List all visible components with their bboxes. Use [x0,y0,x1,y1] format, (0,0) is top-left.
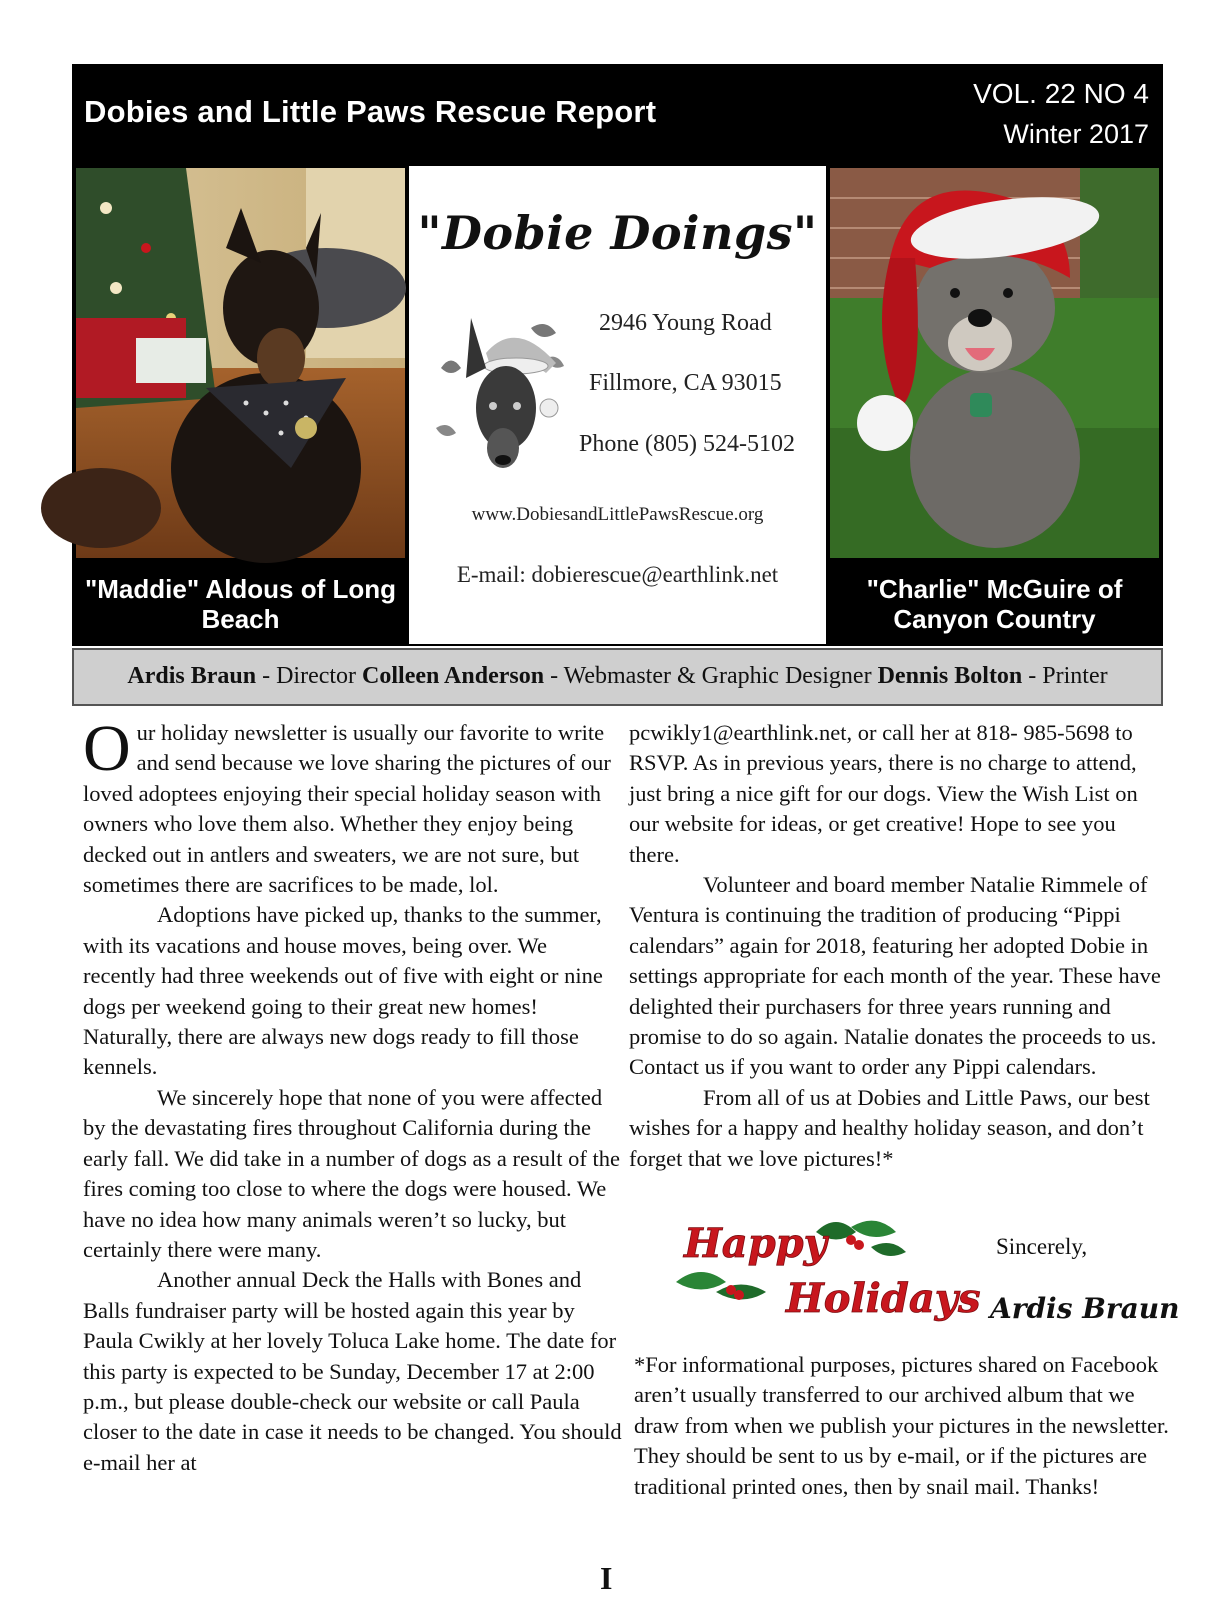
photo-caption-left: "Maddie" Aldous of Long Beach [84,574,397,634]
happy-holidays-graphic [676,1212,981,1334]
address-city: Fillmore, CA 93015 [589,370,782,396]
staff-name-printer: Dennis Bolton [877,663,1023,689]
svg-text:Holidays: Holidays [786,1275,981,1322]
phone-number: Phone (805) 524-5102 [579,431,795,457]
photo-column-right [826,166,1163,646]
article-paragraph-2: Adoptions have picked up, thanks to the summer, with its vacations and house moves, being over. We recently had three weekends out of five with eight or nine dogs per weekend going to their great new homes! Naturally, there are always new dogs ready to fill those kennels. [83,902,603,1080]
article-paragraph-3: We sincerely hope that none of you were affected by the devastating fires throughout California during the early fall. We did take in a number of dogs as a result of the fires coming too close to where the dogs were housed. We have no idea how many animals weren’t so lucky, but certainly there were many. [83,1084,620,1262]
photo-caption-right: "Charlie" McGuire of Canyon Country [866,574,1123,634]
staff-name-director: Ardis Braun [127,663,257,689]
email-link[interactable]: E-mail: dobierescue@earthlink.net [456,562,779,587]
article-paragraph-5: pcwikly1@earthlink.net, or call her at 818- 985-5698 to RSVP. As in previous years, there is no charge to attend, just bring a nice gift for our dogs. View the Wish List on our website for ideas, or get creative! Hope to see you there. [629,720,1138,867]
staff-role-printer: - Printer [1022,663,1108,689]
issue-season: Winter 2017 [1003,119,1149,149]
volume-number: VOL. 22 NO 4 [973,78,1149,109]
happy-holidays-lettering: Happy [684,1220,827,1267]
website-link[interactable]: www.DobiesandLittlePawsRescue.org [471,504,764,525]
photo-column-left [72,166,409,646]
masthead [409,166,826,646]
staff-role-webmaster: - Webmaster & Graphic Designer [544,663,878,689]
footnote: *For informational purposes, pictures shared on Facebook aren’t usually transferred to our archived album that we draw from when we publish your pictures in the newsletter. They should be sent to us by e-mail, or if the pictures are traditional printed ones, then by snail mail. Thanks! [634,1352,1169,1499]
header-banner [72,64,1163,166]
photo-charlie [830,168,1159,558]
masthead-title: "Dobie Doings" [417,206,818,260]
staff-role-director: - Director [256,663,363,689]
paragraph-1-text: ur holiday newsletter is usually our favorite to write and send because we love sharing the pictures of our loved adoptees enjoying their special holiday season with owners who love them also. Whether they enjoy being decked out in antlers and sweaters, we are not sure, but sometimes there are sacrifices to be made, lol. [83,720,611,898]
signature: Ardis Braun [990,1292,1180,1325]
dobie-santa-sketch [431,308,571,478]
drop-cap: O [83,712,131,785]
address-street: 2946 Young Road [599,310,772,336]
article-paragraph-1 [83,712,623,900]
page-number: I [600,1560,613,1596]
newsletter-title: Dobies and Little Paws Rescue Report [84,94,657,129]
article-column-right [629,718,1169,1174]
article-paragraph-7: From all of us at Dobies and Little Paws, our best wishes for a happy and healthy holiday season, and don’t forget that we love pictures!* [629,1084,1150,1171]
photo-maddie [76,168,405,558]
staff-credits [72,648,1163,706]
staff-name-webmaster: Colleen Anderson [362,663,545,689]
article-column-left [83,712,623,1478]
closing-sincerely: Sincerely, [996,1234,1088,1259]
article-paragraph-4: Another annual Deck the Halls with Bones and Balls fundraiser party will be hosted again this year by Paula Cwikly at her lovely Toluca Lake home. The date for this party is expected to be Sunday, December 17 at 2:00 p.m., but please double-check our website or call Paula closer to the date in case it needs to be changed. You should e-mail her at [83,1267,622,1475]
article-paragraph-6: Volunteer and board member Natalie Rimmele of Ventura is continuing the tradition of producing “Pippi calendars” again for 2018, featuring her adopted Dobie in settings appropriate for each month of the year. These have delighted their purchasers for three years running and promise to do so again. Natalie donates the proceeds to us. Contact us if you want to order any Pippi calendars. [629,872,1161,1080]
